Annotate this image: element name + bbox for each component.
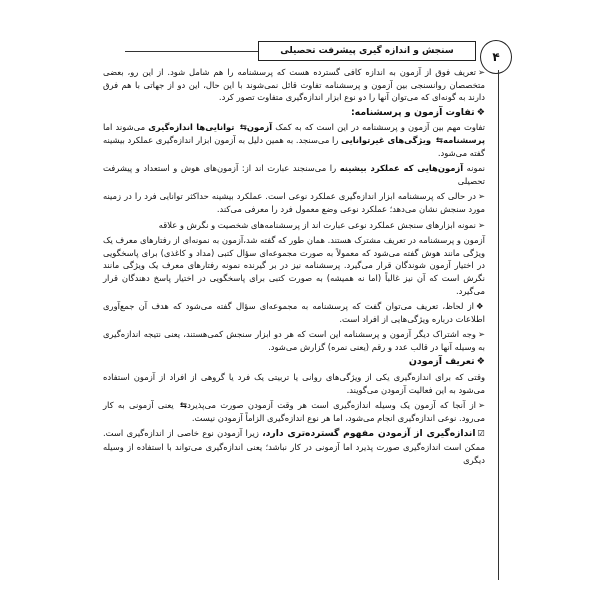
swap-arrow-icon: ⇆ [239, 122, 247, 133]
paragraph: ➢نمونه ابزارهای سنجش عملکرد نوعی عبارت اند از پرسشنامه‌های شخصیت و نگرش و علاقه [158, 219, 485, 230]
arrow-bullet-icon: ➢ [477, 67, 485, 77]
paragraph: نمونه آزمون‌هایی که عملکرد بیشینه را می‌سنجند عبارت اند از: آزمون‌های هوش و استعداد و پیشرفت تحصیلی [103, 163, 486, 186]
margin-rule [498, 70, 499, 580]
section-heading: ❖تعریف آزمودن [408, 356, 485, 368]
paragraph: ➢تعریف فوق از آزمون به اندازه کافی گسترده هست که پرسشنامه را هم شامل شود. از این رو، بعضی متخصصان روانسنجی بین آزمون و پرسشنامه تفاوت قائل نمی‌شوند با این حال، این دو از جهاتی با هم فرق دارند به گونه‌ای که می‌توان آنها را دو نوع ابزار اندازه‌گیری متفاوت تصور کرد. [103, 67, 485, 103]
header-rule [125, 51, 258, 52]
section-heading: ❖تفاوت آزمون و پرسشنامه: [350, 106, 485, 118]
paragraph: ☑اندازه‌گیری از آزمودن مفهوم گسترده‌تری دارد، زیرا آزمودن نوع خاصی از اندازه‌گیری است. ممکن است اندازه‌گیری صورت پذیرد اما آزمونی در کار نباشد؛ یعنی اندازه‌گیری می‌تواند با استفاده از وسیله دیگری [103, 428, 485, 465]
diamond-bullet-icon: ❖ [476, 106, 485, 118]
swap-arrow-icon: ⇆ [436, 134, 444, 145]
paragraph: تفاوت مهم بین آزمون و پرسشنامه در این است که به کمک آزمون⇆ توانایی‌ها اندازه‌گیری می‌شوند اما پرسشنامه⇆ ویژگی‌های غیرتوانایی را می‌سنجد. به همین دلیل به آزمون ابزار اندازه‌گیری عملکرد بیشینه گفته می‌شود. [103, 122, 485, 158]
checkbox-bullet-icon: ☑ [477, 428, 485, 439]
page-body [103, 66, 485, 469]
arrow-bullet-icon: ➢ [477, 329, 485, 340]
swap-arrow-icon: ⇆ [180, 400, 188, 411]
header-title: سنجش و اندازه گیری پیشرفت تحصیلی [280, 46, 454, 56]
arrow-bullet-icon: ➢ [477, 400, 485, 411]
diamond-bullet-icon: ❖ [475, 301, 485, 312]
paragraph: آزمون و پرسشنامه در تعریف مشترک هستند. همان طور که گفته شد،آزمون به نمونه‌ای از رفتارهای معرف یک ویژگی مانند هوش گفته می‌شود که معمولاً به صورت مجموعه‌ای سؤال کتبی (مداد و کاغذی) برای پاسخگویی در اختیار آزمون شوندگان قرار می‌گیرد. پرسشنامه نیز در بر گیرنده نمونه رفتارهای معرف یک ویژگی مانند نگرش است که آن نیز غالباً (اما نه همیشه) به صورت کتبی برای پاسخگویی در اختیار پاسخ دهندگان قرار می‌گیرد. [103, 235, 485, 296]
page-number: ۴ [492, 50, 500, 64]
arrow-bullet-icon: ➢ [477, 219, 485, 230]
arrow-bullet-icon: ➢ [477, 191, 485, 202]
paragraph: ➢از آنجا که آزمون یک وسیله اندازه‌گیری است هر وقت آزمودن صورت می‌پذیرد⇆ یعنی آزمونی به کار می‌رود. نوعی اندازه‌گیری انجام می‌شود، اما هر نوع اندازه‌گیری الزاماً آزمودن نیست. [103, 400, 485, 423]
paragraph: ➢در حالی که پرسشنامه ابزار اندازه‌گیری عملکرد نوعی است. عملکرد بیشینه حداکثر توانایی فرد را در زمینه مورد سنجش نشان می‌دهد؛ عملکرد نوعی وضع معمول فرد را معرفی می‌کند. [103, 191, 485, 214]
paragraph: وقتی که برای اندازه‌گیری یکی از ویژگی‌های روانی یا تربیتی یک فرد یا گروهی از افراد از آزمون استفاده می‌شود به این فعالیت آزمودن می‌گویند. [103, 372, 485, 395]
paragraph: ➢وجه اشتراک دیگر آزمون و پرسشنامه این است که هر دو ابزار سنجش کمی‌هستند، یعنی نتیجه اندازه‌گیری به وسیله آنها در قالب عدد و رقم (یعنی نمره) گزارش می‌شود. [103, 329, 485, 352]
running-header [258, 41, 476, 61]
paragraph: ❖از لحاظ، تعریف می‌توان گفت که پرسشنامه به مجموعه‌ای سؤال گفته می‌شود که هدف آن جمع‌آوری اطلاعات درباره ویژگی‌هایی از افراد است. [103, 301, 485, 324]
diamond-bullet-icon: ❖ [476, 356, 485, 368]
